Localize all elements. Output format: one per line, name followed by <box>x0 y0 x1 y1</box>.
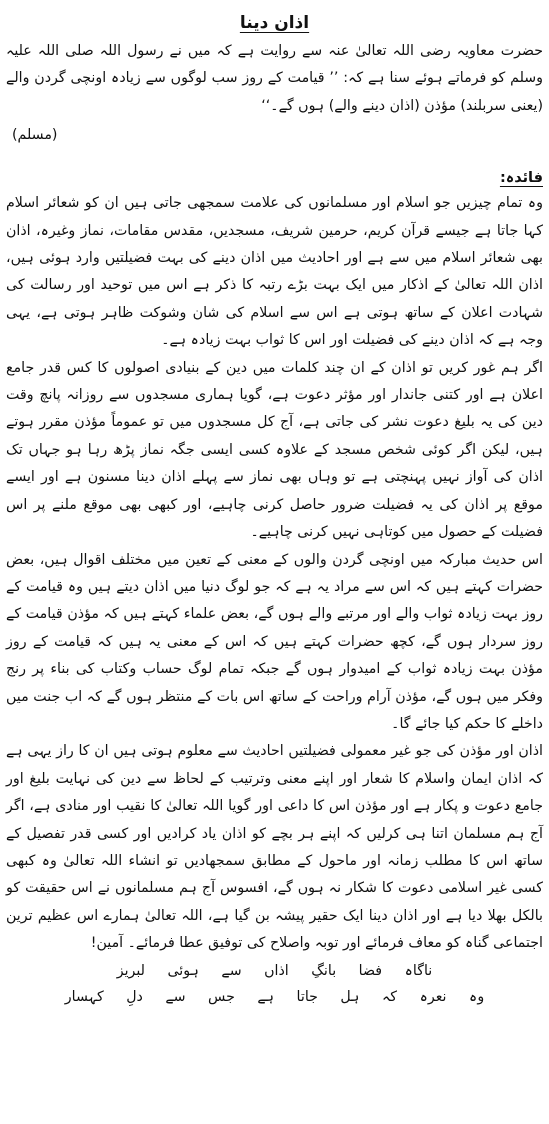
hadith-source: (مسلم) <box>12 127 58 144</box>
document-page <box>4 0 545 1124</box>
page-title <box>4 12 545 34</box>
page-title-text: اذان دینا <box>239 13 310 33</box>
paragraph: اگر ہم غور کریں تو اذان کے ان چند کلمات میں دین کے بنیادی اصولوں کا کس قدر جامع اعلان ہے اور کتنی جاندار اور مؤثر دعوت ہے، گویا ہماری مسجدوں سے روزانہ پانچ وقت دین کی یہ بلیغ دعوت نشر کی جاتی ہے، آج کل مسجدوں میں تو عموماً مؤذن مقرر ہوتے ہیں، لیکن اگر کوئی شخص مسجد کے علاوہ کسی ایسی جگہ نماز پڑھ رہا ہو جہاں تک اذان کی آواز نہیں پہنچتی ہے تو وہاں بھی نماز سے پہلے اذان دینا مسنون ہے اور ایسے موقع پر اذان کی یہ فضیلت ضرور حاصل کرنی چاہیے، اور کبھی بھی موقع ملنے پر اس فضیلت کے حصول میں کوتاہی نہیں کرنی چاہیے۔ <box>6 359 543 541</box>
verse-line: ناگاہ فضا بانگِ اذاں سے ہوئی لبریز <box>116 962 433 979</box>
faida-heading-text: فائدہ: <box>499 170 543 187</box>
hadith-text: حضرت معاویہ رضی اللہ تعالیٰ عنہ سے روایت ہے کہ میں نے رسول اللہ صلی اللہ علیہ وسلم کو فرماتے ہوئے سنا ہے کہ: ’’ قیامت کے روز سب لوگوں سے زیادہ اونچی گردن والے (یعنی سربلند) مؤذن (اذان دینے والے) ہوں گے۔‘‘ <box>6 43 543 114</box>
paragraph: اس حدیث مبارکہ میں اونچی گردن والوں کے معنی کے تعین میں مختلف اقوال ہیں، بعض حضرات کہتے ہیں کہ اس سے مراد یہ ہے کہ جو لوگ دنیا میں اذان دیتے ہیں وہ قیامت کے روز بہت زیادہ ثواب والے اور مرتبے والے ہوں گے، بعض علماء کہتے ہیں کہ مؤذن قیامت کے روز سردار ہوں گے، کچھ حضرات کہتے ہیں کہ اس کے معنی یہ ہیں کہ قیامت کے روز مؤذن بہت زیادہ ثواب کے امیدوار ہوں گے جبکہ تمام لوگ حساب وکتاب کی بناء پر رنج وفکر میں ہوں گے، مؤذن آرام وراحت کے ساتھ اس بات کے منتظر ہوں گے کہ اب جنت میں داخلے کا حکم کیا جائے گا۔ <box>6 551 543 732</box>
verse-line: وہ نعرہ کہ ہل جاتا ہے جس سے دلِ کہسار <box>64 988 485 1005</box>
paragraph: اذان اور مؤذن کی جو غیر معمولی فضیلتیں احادیث سے معلوم ہوتی ہیں ان کا راز یہی ہے کہ اذان ایمان واسلام کا شعار اور اپنے معنی وترتیب کے لحاظ سے دین کی نہایت بلیغ اور جامع دعوت و پکار ہے اور مؤذن اس کا داعی اور گویا اللہ تعالیٰ کا نقیب اور منادی ہے، اگر آج ہم مسلمان اتنا ہی کرلیں کہ اپنے ہر بچے کو اذان یاد کرادیں اور کسی قدر تفصیل کے ساتھ اس کا مطلب زمانہ اور ماحول کے مطابق سمجھادیں تو انشاء اللہ تعالیٰ وہ کبھی کسی غیر اسلامی دعوت کا شکار نہ ہوں گے، افسوس آج ہم مسلمانوں نے اس حقیقت کو بالکل بھلا دیا ہے اور اذان دینا ایک حقیر پیشہ بن گیا ہے، اللہ تعالیٰ ہمارے اس عظیم ترین اجتماعی گناہ کو معاف فرمائے اور توبہ واصلاح کی توفیق عطا فرمائے۔ آمین! <box>6 743 543 952</box>
faida-heading <box>4 166 545 190</box>
paragraph: وہ تمام چیزیں جو اسلام اور مسلمانوں کی علامت سمجھی جاتی ہیں ان کو شعائر اسلام کہا جاتا ہے جیسے قرآن کریم، حرمین شریف، مسجدیں، مقدس مقامات، نماز وغیرہ، اذان بھی شعائر اسلام میں سے ہے اور احادیث میں اذان دینے کی بہت فضیلتیں وارد ہوئی ہیں، اذان اللہ تعالیٰ کے اذکار میں ایک بہت بڑے رتبہ کا ذکر ہے اس میں توحید اور رسالت کی شہادت اعلان کے ساتھ ہوتی ہے اس سے اسلام کی شان وشوکت ظاہر ہوتی ہے، یہی وجہ ہے کہ اذان دینے کی فضیلت اور اس کا ثواب بہت زیادہ ہے۔ <box>6 195 543 349</box>
